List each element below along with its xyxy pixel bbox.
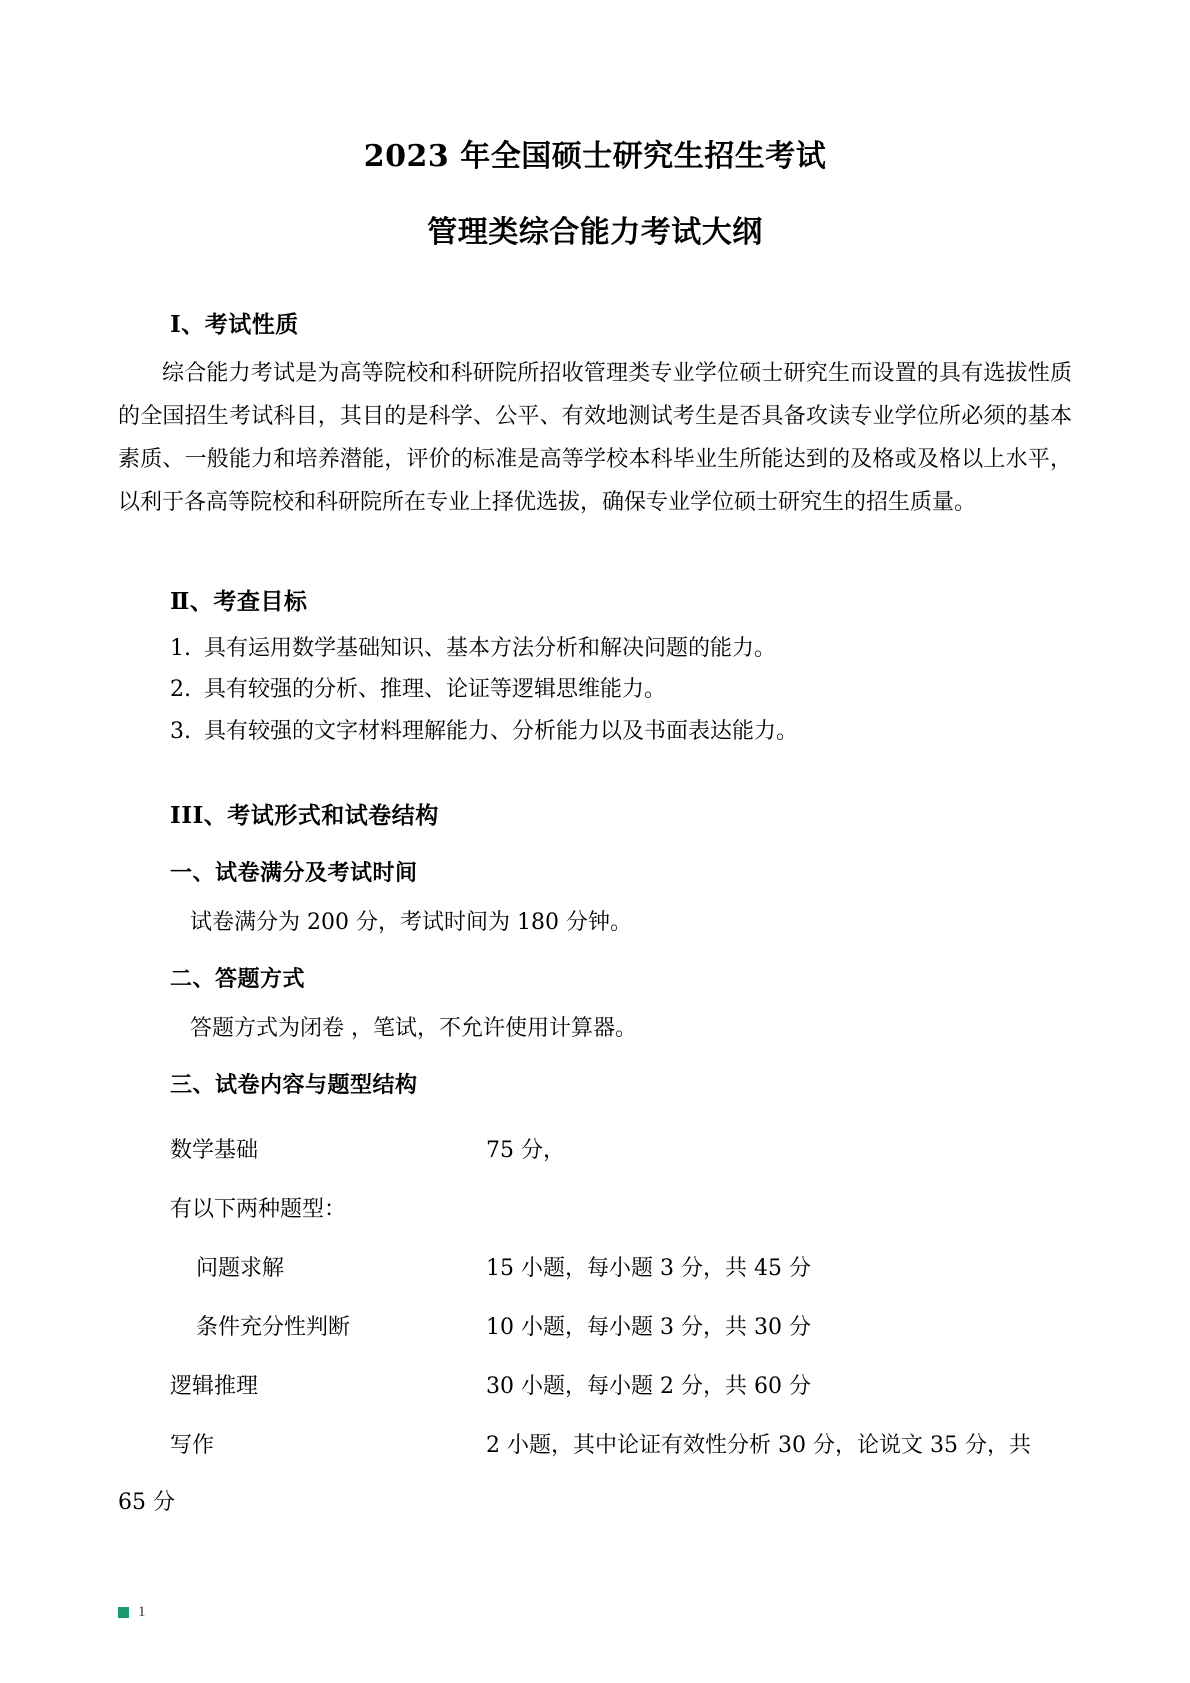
table-cell-value: 15 小题，每小题 3 分，共 45 分 xyxy=(486,1255,811,1281)
table-row xyxy=(170,1416,1031,1475)
section-heading-format-structure: III、考试形式和试卷结构 xyxy=(170,801,439,829)
subsection-text-score-time: 试卷满分为 200 分，考试时间为 180 分钟。 xyxy=(190,909,632,935)
table-cell-label: 写作 xyxy=(170,1432,215,1458)
footer-marker-icon xyxy=(118,1607,129,1618)
subsection-heading-answer-mode: 二、答题方式 xyxy=(170,965,306,992)
title-line-2: 管理类综合能力考试大纲 xyxy=(427,215,763,250)
page-title xyxy=(118,139,1072,250)
table-row xyxy=(170,1239,1031,1298)
title-line-1: 2023 年全国硕士研究生招生考试 xyxy=(363,139,827,174)
table-cell-label: 有以下两种题型： xyxy=(170,1196,347,1222)
table-cell-label: 数学基础 xyxy=(170,1137,259,1163)
table-cell-value: 30 小题，每小题 2 分，共 60 分 xyxy=(486,1373,811,1399)
list-item xyxy=(170,711,1072,753)
list-item-label: 具有较强的文字材料理解能力、分析能力以及书面表达能力。 xyxy=(204,719,799,745)
paper-structure-table xyxy=(170,1121,1031,1475)
section-heading-objectives: Ⅱ、考查目标 xyxy=(170,587,308,615)
paper-structure-overflow-text: 65 分 xyxy=(118,1489,175,1515)
list-item-number: 1. xyxy=(170,635,191,661)
list-item-label: 具有较强的分析、推理、论证等逻辑思维能力。 xyxy=(204,677,667,703)
table-cell-value: 2 小题，其中论证有效性分析 30 分，论说文 35 分，共 xyxy=(486,1432,1031,1458)
table-row xyxy=(170,1298,1031,1357)
subsection-heading-content-structure: 三、试卷内容与题型结构 xyxy=(170,1071,418,1098)
section-heading-exam-nature: Ⅰ、考试性质 xyxy=(170,311,299,338)
table-row xyxy=(170,1180,1031,1239)
table-row xyxy=(170,1357,1031,1416)
objectives-list xyxy=(118,628,1072,753)
table-cell-value: 75 分， xyxy=(486,1137,565,1163)
table-cell-label: 条件充分性判断 xyxy=(196,1314,351,1340)
table-cell-value xyxy=(486,1180,1031,1239)
subsection-heading-score-time: 一、试卷满分及考试时间 xyxy=(170,859,418,886)
section-paragraph-exam-nature: 综合能力考试是为高等院校和科研院所招收管理类专业学位硕士研究生而设置的具有选拔性质的全国招生考试科目，其目的是科学、公平、有效地测试考生是否具备攻读专业学位所必须的基本素质、一般能力和培养潜能，评价的标准是高等学校本科毕业生所能达到的及格或及格以上水平，以利于各高等院校和科研院所在专业上择优选拔，确保专业学位硕士研究生的招生质量。 xyxy=(118,361,1072,515)
list-item-label: 具有运用数学基础知识、基本方法分析和解决问题的能力。 xyxy=(204,635,777,661)
table-row xyxy=(170,1121,1031,1180)
table-cell-label: 逻辑推理 xyxy=(170,1373,259,1399)
list-item-number: 3. xyxy=(170,719,191,745)
list-item xyxy=(170,628,1072,670)
page-footer xyxy=(118,1604,146,1621)
table-cell-value: 10 小题，每小题 3 分，共 30 分 xyxy=(486,1314,811,1340)
list-item xyxy=(170,669,1072,711)
table-cell-label: 问题求解 xyxy=(196,1255,285,1281)
page-number: 1 xyxy=(138,1604,146,1620)
list-item-number: 2. xyxy=(170,677,191,703)
subsection-text-answer-mode: 答题方式为闭卷 ，笔试，不允许使用计算器。 xyxy=(190,1015,637,1041)
